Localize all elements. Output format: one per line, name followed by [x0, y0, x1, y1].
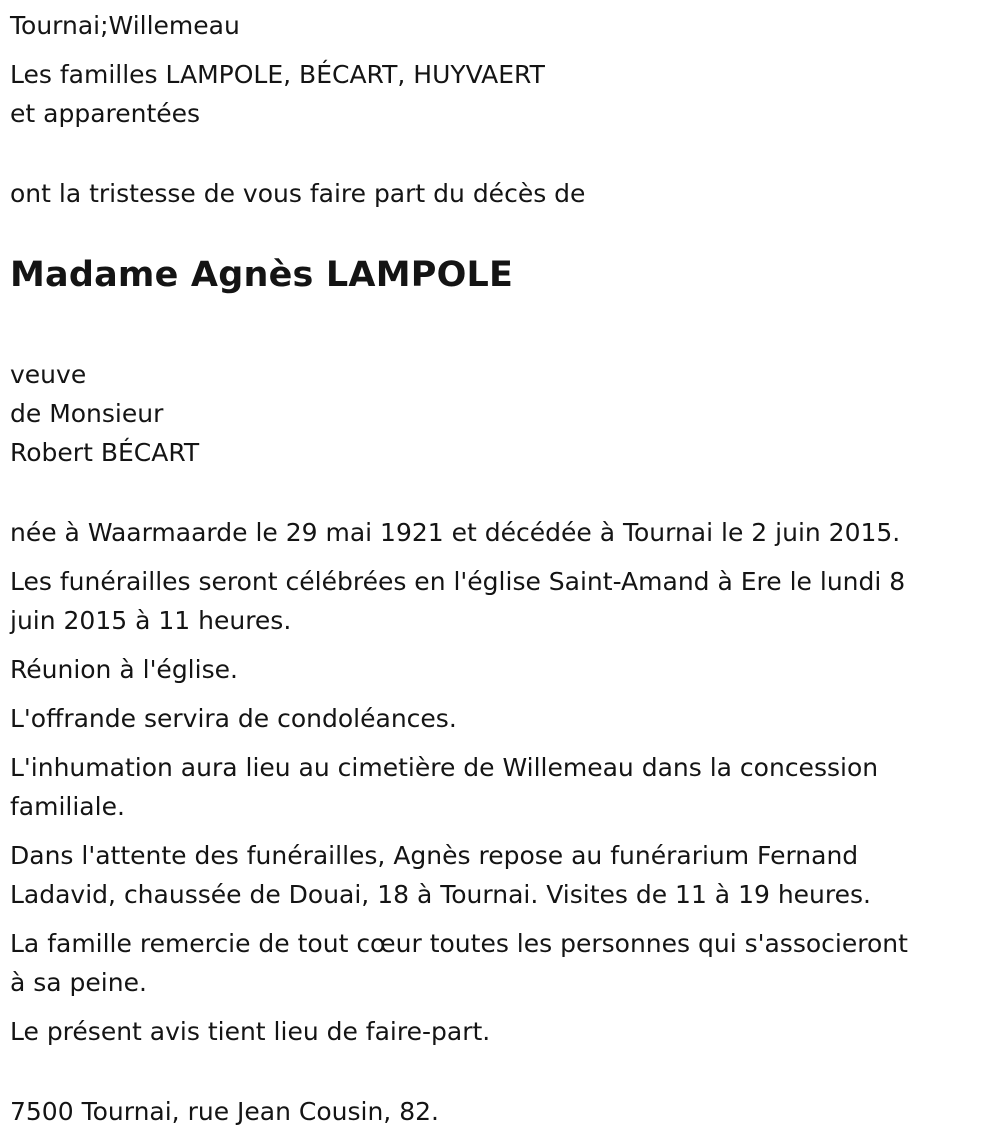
burial-line-1: L'inhumation aura lieu au cimetière de Willemeau dans la concession	[10, 753, 879, 782]
announcement-text: ont la tristesse de vous faire part du décès de	[10, 179, 586, 208]
thanks-paragraph	[10, 924, 1000, 1002]
notice-text: Le présent avis tient lieu de faire-part.	[10, 1017, 491, 1046]
birth-death-paragraph	[10, 513, 1000, 552]
funeral-paragraph	[10, 562, 1000, 640]
notice-paragraph	[10, 1012, 1000, 1051]
deceased-name: Madame Agnès LAMPOLE	[10, 255, 514, 295]
location-text: Tournai;Willemeau	[10, 11, 240, 40]
status-line-2: de Monsieur	[10, 399, 164, 428]
families-line-1: Les familles LAMPOLE, BÉCART, HUYVAERT	[10, 60, 545, 89]
status-line-1: veuve	[10, 360, 87, 389]
funeral-line-1: Les funérailles seront célébrées en l'église Saint-Amand à Ere le lundi 8	[10, 567, 906, 596]
announcement	[10, 174, 1000, 213]
location-header	[10, 6, 1000, 45]
rest-paragraph	[10, 836, 1000, 914]
rest-line-2: Ladavid, chaussée de Douai, 18 à Tournai. Visites de 11 à 19 heures.	[10, 880, 871, 909]
burial-line-2: familiale.	[10, 792, 125, 821]
rest-line-1: Dans l'attente des funérailles, Agnès repose au funérarium Fernand	[10, 841, 859, 870]
meeting-paragraph	[10, 650, 1000, 689]
funeral-line-2: juin 2015 à 11 heures.	[10, 606, 292, 635]
offering-paragraph	[10, 699, 1000, 738]
burial-paragraph	[10, 748, 1000, 826]
thanks-line-1: La famille remercie de tout cœur toutes les personnes qui s'associeront	[10, 929, 908, 958]
widow-status-block	[10, 355, 1000, 472]
families-block	[10, 55, 1000, 133]
families-line-2: et apparentées	[10, 99, 201, 128]
address-text: 7500 Tournai, rue Jean Cousin, 82.	[10, 1097, 439, 1126]
birth-death-text: née à Waarmaarde le 29 mai 1921 et décédée à Tournai le 2 juin 2015.	[10, 518, 901, 547]
address-paragraph	[10, 1092, 1000, 1131]
offering-text: L'offrande servira de condoléances.	[10, 704, 457, 733]
thanks-line-2: à sa peine.	[10, 968, 147, 997]
status-line-3: Robert BÉCART	[10, 438, 200, 467]
meeting-text: Réunion à l'église.	[10, 655, 238, 684]
